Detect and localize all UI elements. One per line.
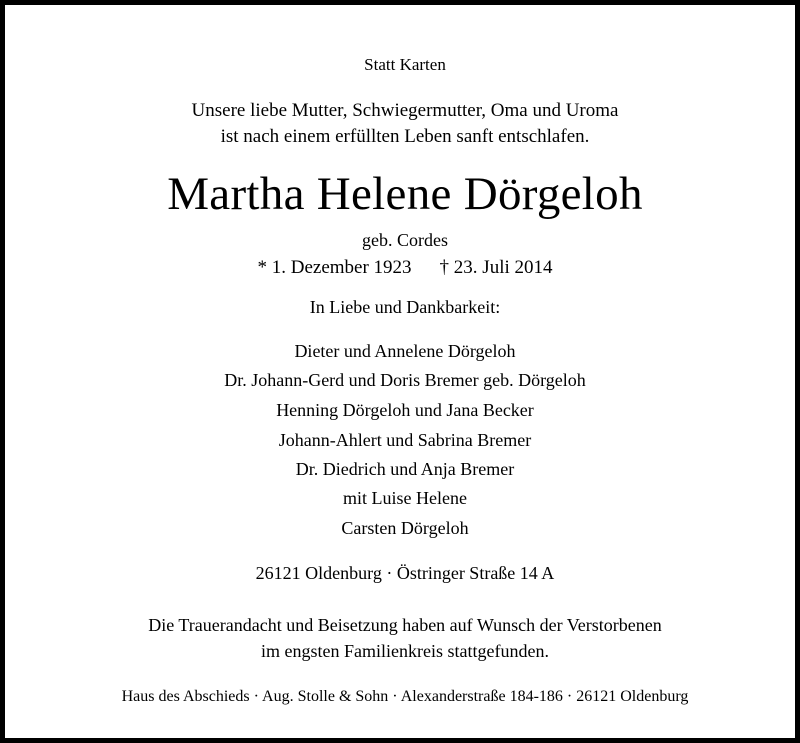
service-line-2: im engsten Familienkreis stattgefunden.: [261, 641, 549, 661]
intro-line-2: ist nach einem erfüllten Leben sanft entschlafen.: [220, 126, 590, 147]
service-line-1: Die Trauerandacht und Beisetzung haben auf Wunsch der Verstorbenen: [148, 615, 662, 635]
header-text: Statt Karten: [364, 55, 446, 74]
life-dates: [5, 258, 800, 277]
mourner-line: mit Luise Helene: [343, 488, 467, 508]
cross-icon: †: [439, 257, 450, 278]
mourner-line: Johann-Ahlert und Sabrina Bremer: [278, 430, 532, 450]
address: 26121 Oldenburg · Östringer Straße 14 A: [255, 563, 555, 583]
funeral-home: Haus des Abschieds · Aug. Stolle & Sohn · Alexanderstraße 184-186 · 26121 Oldenburg: [121, 688, 689, 705]
deceased-name: Martha Helene Dörgeloh: [167, 168, 643, 220]
birth-symbol: *: [257, 257, 267, 278]
closing-phrase: In Liebe und Dankbarkeit:: [309, 297, 501, 317]
maiden-name: geb. Cordes: [362, 230, 448, 250]
mourner-line: Dieter und Annelene Dörgeloh: [294, 341, 516, 361]
mourner-line: Dr. Johann-Gerd und Doris Bremer geb. Dörgeloh: [224, 370, 586, 390]
death-date: 23. Juli 2014: [453, 257, 553, 278]
birth-date: 1. Dezember 1923: [271, 257, 412, 278]
mourner-line: Henning Dörgeloh und Jana Becker: [276, 400, 534, 420]
intro-line-1: Unsere liebe Mutter, Schwiegermutter, Oma und Uroma: [191, 100, 619, 121]
mourner-line: Carsten Dörgeloh: [341, 518, 469, 538]
mourner-line: Dr. Diedrich und Anja Bremer: [295, 459, 515, 479]
